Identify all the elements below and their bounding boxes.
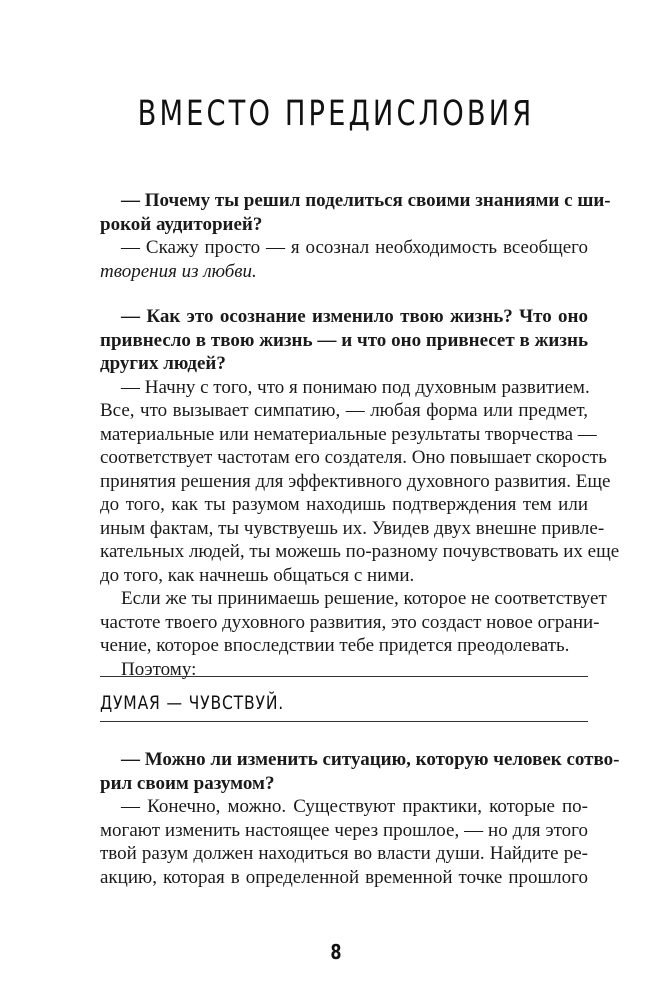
question-line: привнесло в твою жизнь — и что оно привнесет в жизнь xyxy=(100,329,588,351)
answer-line: — Начну с того, что я понимаю под духовным развитием. xyxy=(121,376,590,398)
answer-line: творения из любви. xyxy=(100,260,257,282)
answer-line: — Скажу просто — я осознал необходимость всеобщего xyxy=(121,237,588,258)
callout-text: ДУМАЯ — ЧУВСТВУЙ. xyxy=(100,692,285,714)
question-line: — Можно ли изменить ситуацию, которую человек сотво- xyxy=(121,749,620,770)
paragraph-line: чение, которое впоследствии тебе придется преодолевать. xyxy=(100,635,570,656)
answer-line: твой разум должен находиться во власти души. Найдите ре- xyxy=(100,843,588,864)
answer-line: соответствует частотам его создателя. Оно повышает скорость xyxy=(100,447,607,468)
question-line: рокой аудиторией? xyxy=(100,213,263,235)
qa-block-1 xyxy=(100,189,611,283)
answer-line: Все, что вызывает симпатию, — любая форма или предмет, xyxy=(100,400,588,421)
callout-top-rule xyxy=(100,676,588,677)
answer-line: принятия решения для эффективного духовного развития. Еще xyxy=(100,470,611,492)
qa-block-2 xyxy=(100,305,620,681)
answer-line: кательных людей, ты можешь по-разному почувствовать их еще xyxy=(100,541,620,562)
question-line: — Почему ты решил поделиться своими знаниями с ши- xyxy=(121,190,611,211)
paragraph-line: Если же ты принимаешь решение, которое не соответствует xyxy=(121,588,607,609)
answer-line: акцию, которая в определенной временной точке прошлого xyxy=(100,866,588,888)
answer-line: иным фактам, ты чувствуешь их. Увидев двух внешне привле- xyxy=(100,517,605,539)
page-title: ВМЕСТО ПРЕДИСЛОВИЯ xyxy=(137,94,535,134)
question-line: рил своим разумом? xyxy=(100,772,275,794)
paragraph-line: Поэтому: xyxy=(121,658,197,680)
paragraph-line: частоте твоего духовного развития, это создаст новое ограни- xyxy=(100,611,600,633)
answer-line: до того, как ты разумом находишь подтверждения тем или xyxy=(100,494,588,515)
page-number: 8 xyxy=(330,940,342,964)
answer-line: материальные или нематериальные результаты творчества — xyxy=(100,423,597,445)
answer-line: — Конечно, можно. Существуют практики, которые по- xyxy=(121,796,588,817)
question-line: — Как это осознание изменило твою жизнь? Что оно xyxy=(121,306,588,327)
callout-bottom-rule xyxy=(100,721,588,722)
answer-line: могают изменить настоящее через прошлое, — но для этого xyxy=(100,819,588,841)
answer-line: до того, как начнешь общаться с ними. xyxy=(100,564,415,586)
question-line: других людей? xyxy=(100,353,226,374)
qa-block-3 xyxy=(100,748,620,889)
